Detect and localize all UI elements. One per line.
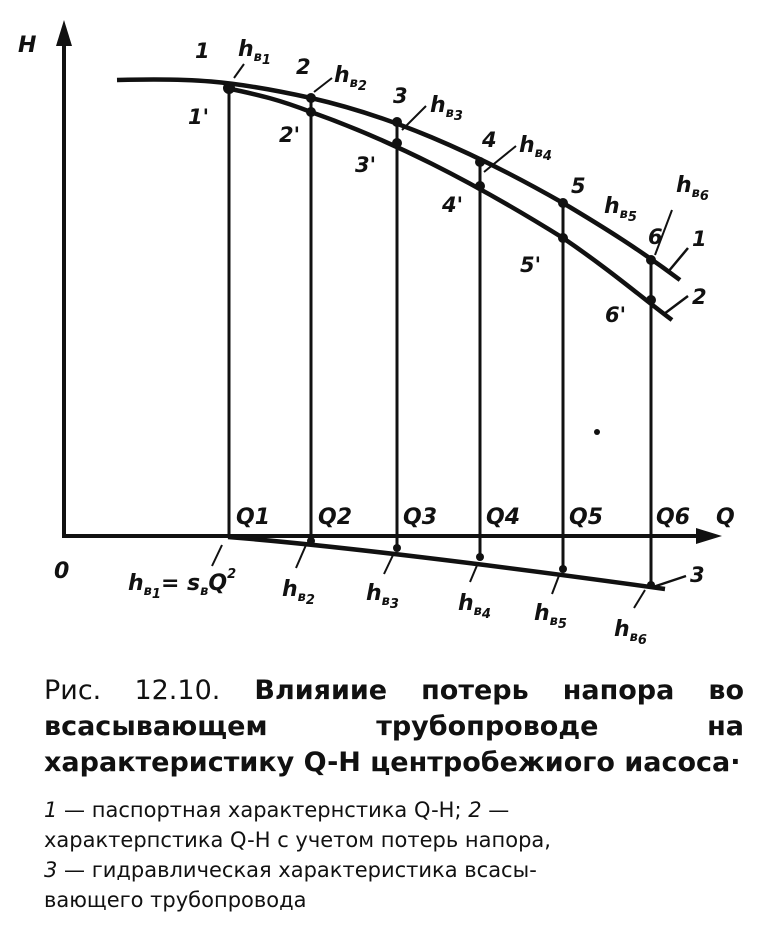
x-axis-label: Q <box>716 505 735 530</box>
loss-label-bottom-3: $h_в3$ <box>366 581 399 612</box>
flow-label-q6: Q6 <box>656 505 691 530</box>
loss-label-top-2: $h_в2$ <box>334 63 367 94</box>
y-axis-label: H <box>18 33 37 58</box>
caption-text: Влияиие потерь напора во всасывающем трубопроводе на характеристику Q-H центробежиого иасоса· <box>44 675 744 778</box>
flow-label-q1: Q1 <box>236 505 271 530</box>
point-3-prime: 3' <box>355 153 377 177</box>
print-speck <box>594 429 600 435</box>
legend-line-3: 3 — гидравлическая характеристика всасы- <box>44 858 537 882</box>
loss-label-bottom-5: $h_в5$ <box>534 601 567 632</box>
point-6: 6 <box>648 225 663 249</box>
curve-id-3: 3 <box>690 563 705 587</box>
figure-legend <box>44 795 734 915</box>
loss-label-top-6: $h_в6$ <box>676 173 709 204</box>
point-4-prime: 4' <box>442 193 464 217</box>
point-5-prime: 5' <box>520 253 542 277</box>
point-6-prime: 6' <box>605 303 627 327</box>
loss-label-top-4: $h_в4$ <box>519 133 552 164</box>
x-axis-arrow <box>696 528 722 544</box>
point-1: 1 <box>195 39 210 63</box>
loss-label-top-3: $h_в3$ <box>430 93 463 124</box>
point-2: 2 <box>296 55 311 79</box>
loss-label-bottom-4: $h_в4$ <box>458 591 491 622</box>
point-5: 5 <box>571 174 586 198</box>
loss-label-bottom-2: $h_в2$ <box>282 577 315 608</box>
flow-label-q2: Q2 <box>318 505 353 530</box>
flow-label-q3: Q3 <box>403 505 438 530</box>
figure-caption <box>44 673 744 781</box>
flow-label-q5: Q5 <box>569 505 604 530</box>
loss-label-bottom-6: $h_в6$ <box>614 617 647 648</box>
legend-line-1: 1 — паспортная характернстика Q-H; 2 — <box>44 798 510 822</box>
caption-label: Рис. 12.10. <box>44 675 221 706</box>
legend-line-2: характерпстика Q-H с учетом потерь напора, <box>44 828 551 852</box>
point-4: 4 <box>482 128 497 152</box>
point-2-prime: 2' <box>279 123 301 147</box>
loss-label-bottom-1: $h_в1= s_вQ^2$ <box>128 567 237 602</box>
curve-id-1: 1 <box>692 227 707 251</box>
legend-line-4: вающего трубопровода <box>44 888 307 912</box>
origin-label: 0 <box>54 559 70 584</box>
loss-label-top-5: $h_в5$ <box>604 194 637 225</box>
curve-id-2: 2 <box>692 285 707 309</box>
point-3: 3 <box>393 84 408 108</box>
flow-label-q4: Q4 <box>486 505 521 530</box>
point-1-prime: 1' <box>188 105 210 129</box>
loss-label-top-1: $h_в1$ <box>238 37 271 68</box>
y-axis-arrow <box>56 20 72 46</box>
top-loss-leaders <box>234 64 672 255</box>
